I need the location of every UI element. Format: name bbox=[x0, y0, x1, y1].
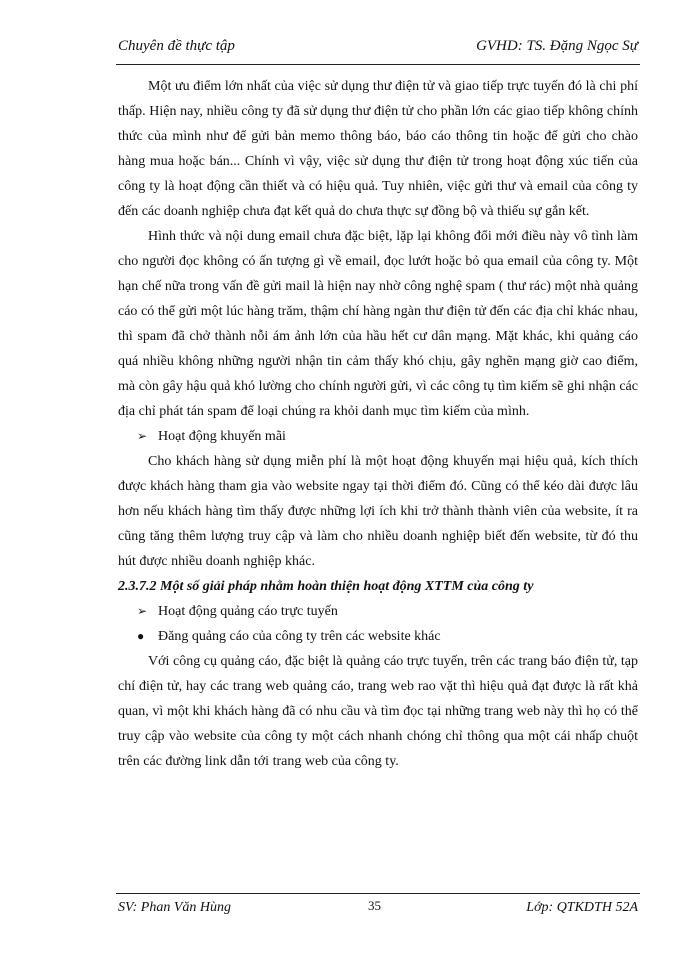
bullet-online-ads bbox=[118, 599, 638, 624]
dot-bullet-icon: ● bbox=[137, 629, 145, 643]
page-header bbox=[118, 38, 638, 62]
header-title: Chuyên đề thực tập bbox=[118, 38, 235, 54]
bullet-post-ads bbox=[118, 624, 638, 649]
paragraph-promotions: Cho khách hàng sử dụng miễn phí là một hoạt động khuyến mại hiệu quả, kích thích được khách hàng tham gia vào website ngay tại thời điểm đó. Cũng có thể kéo dài được lâu hơn nếu khách hàng tìm thấy được những lợi ích khi trở thành thành viên của website, ít ra cũng tăng thêm lượng truy cập và làm cho nhiều doanh nghiệp biết đến website, từ đó thu hút được nhiều doanh nghiệp khác. bbox=[118, 454, 638, 569]
header-advisor: GVHD: TS. Đặng Ngọc Sự bbox=[476, 38, 638, 54]
bullet-label: Đăng quảng cáo của công ty trên các website khác bbox=[158, 629, 441, 644]
bullet-label: Hoạt động quảng cáo trực tuyến bbox=[158, 604, 338, 619]
page-footer bbox=[118, 900, 638, 924]
footer-student: SV: Phan Văn Hùng bbox=[118, 900, 232, 915]
footer-divider bbox=[116, 893, 640, 894]
paragraph-email-advantages: Một ưu điểm lớn nhất của việc sử dụng thư điện tử và giao tiếp trực tuyến đó là chi phí thấp. Hiện nay, nhiều công ty đã sử dụng thư điện tử cho phần lớn các giao tiếp không chính thức của mình như để gửi bản memo thông báo, báo cáo thông tin hoặc để gửi cho chào hàng mua hoặc bán... Chính vì vậy, việc sử dụng thư điện tử trong hoạt động xúc tiến của công ty là hoạt động cần thiết và có hiệu quả. Tuy nhiên, việc gửi thư và email của công ty đến các doanh nghiệp chưa đạt kết quả do chưa thực sự đồng bộ và thiếu sự gắn kết. bbox=[118, 79, 638, 219]
arrow-bullet-icon: ➢ bbox=[137, 429, 148, 443]
document-body bbox=[118, 74, 638, 774]
paragraph-email-limitations: Hình thức và nội dung email chưa đặc biệt, lặp lại không đổi mới điều này vô tình làm cho người đọc không có ấn tượng gì về email, đọc lướt hoặc bỏ qua email của công ty. Một hạn chế nữa trong vấn đề gửi mail là hiện nay nhờ công nghệ spam ( thư rác) một nhà quảng cáo có thể gửi một lúc hàng trăm, thậm chí hàng ngàn thư điện tử đến các địa chỉ khác nhau, thì spam đã chở thành nỗi ám ảnh lớn của hầu hết cư dân mạng. Mặt khác, khi quảng cáo quá nhiều không những người nhận tin cảm thấy khó chịu, gây nghẽn mạng giờ cao điểm, mà còn gây hậu quả khó lường cho chính người gửi, vì các công tụ tìm kiếm sẽ ghi nhận các địa chỉ phát tán spam để loại chúng ra khỏi danh mục tìm kiếm của mình. bbox=[118, 229, 638, 419]
bullet-promotions bbox=[118, 424, 638, 449]
bullet-label: Hoạt động khuyến mãi bbox=[158, 429, 286, 444]
header-divider bbox=[116, 64, 640, 65]
section-heading: 2.3.7.2 Một số giải pháp nhằm hoàn thiện hoạt động XTTM của công ty bbox=[118, 579, 534, 594]
paragraph-online-ads: Với công cụ quảng cáo, đặc biệt là quảng cáo trực tuyến, trên các trang báo điện tử, tạp chí điện tử, hay các trang web quảng cáo, trang web rao vặt thì hiệu quả đạt được là rất khả quan, vì một khi khách hàng đã có nhu cầu và tìm đọc tại những trang web này thì họ có thể truy cập vào website của công ty một cách nhanh chóng chỉ thông qua một cái nhấp chuột trên các đường link dẫn tới trang web của công ty. bbox=[118, 654, 638, 769]
footer-class: Lớp: QTKDTH 52A bbox=[526, 900, 638, 915]
arrow-bullet-icon: ➢ bbox=[137, 604, 148, 618]
page-number: 35 bbox=[368, 898, 381, 913]
